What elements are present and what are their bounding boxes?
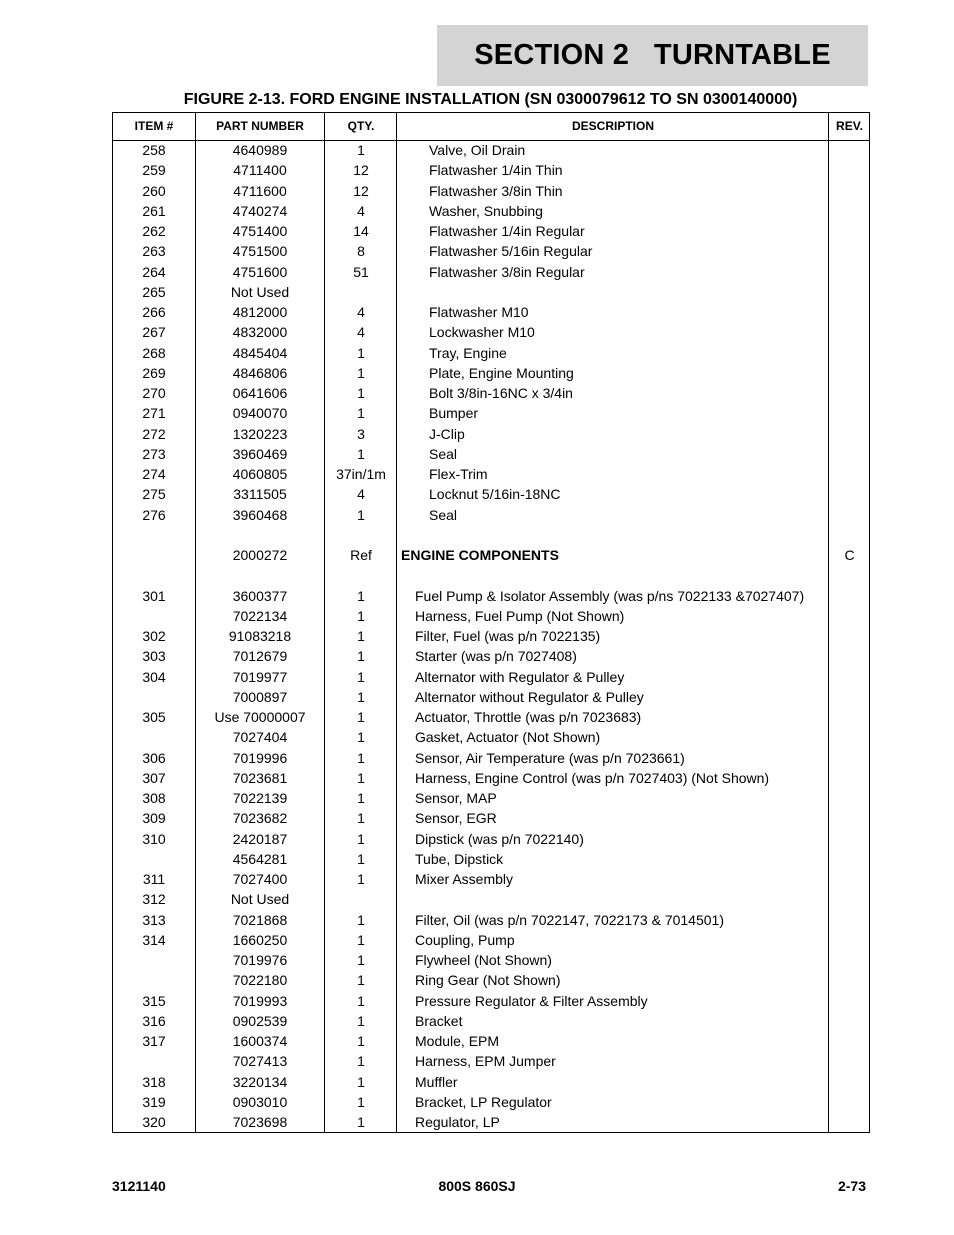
part-number-cell: 7027404 [232, 729, 288, 746]
figure-title: FIGURE 2-13. FORD ENGINE INSTALLATION (SN 0300079612 TO SN 0300140000) [183, 91, 798, 108]
quantity-cell: 1 [357, 1073, 365, 1090]
table-row [113, 667, 869, 687]
description-cell: Bolt 3/8in-16NC x 3/4in [429, 385, 573, 401]
item-number-cell: 318 [142, 1073, 166, 1090]
description-cell: Lockwasher M10 [429, 324, 535, 341]
item-number-cell: 319 [142, 1093, 166, 1110]
description-cell: Plate, Engine Mounting [429, 364, 574, 381]
table-row [113, 424, 869, 444]
table-row [113, 322, 869, 342]
item-number-cell: 312 [142, 891, 166, 908]
description-cell: Gasket, Actuator (Not Shown) [415, 729, 601, 746]
table-row [113, 1072, 869, 1092]
section-banner [437, 25, 868, 86]
item-number-cell: 314 [142, 931, 166, 948]
item-number-cell: 311 [142, 871, 166, 887]
description-cell: Harness, EPM Jumper [415, 1053, 556, 1070]
table-row [113, 302, 869, 322]
item-number-cell: 265 [142, 283, 166, 300]
table-row [113, 201, 869, 221]
quantity-cell: 1 [357, 769, 365, 786]
description-cell: Alternator without Regulator & Pulley [415, 688, 644, 705]
part-number-cell: 4845404 [232, 344, 288, 361]
part-number-cell: 4711400 [233, 162, 287, 179]
part-number-cell: 7019996 [232, 749, 288, 766]
item-number-cell: 301 [142, 587, 166, 604]
table-row [113, 484, 869, 504]
description-cell: Flatwasher 3/8in Thin [429, 182, 563, 199]
part-number-cell: 3220134 [232, 1073, 288, 1090]
quantity-cell: 1 [357, 587, 365, 604]
quantity-cell: 1 [357, 749, 365, 766]
item-number-cell: 275 [142, 486, 166, 503]
table-row [113, 768, 869, 788]
quantity-cell: 1 [357, 729, 365, 746]
quantity-cell: Ref [350, 547, 372, 563]
table-row [113, 181, 869, 201]
description-cell: Washer, Snubbing [429, 202, 543, 219]
table-row [113, 383, 869, 403]
part-number-cell: 2420187 [232, 830, 288, 847]
part-number-cell: 7021868 [232, 911, 288, 928]
quantity-cell: 1 [357, 1114, 365, 1130]
description-cell: Pressure Regulator & Filter Assembly [415, 992, 648, 1009]
quantity-cell: 14 [353, 223, 369, 239]
quantity-cell: 1 [357, 344, 365, 361]
quantity-cell: 1 [357, 1093, 365, 1110]
part-number-cell: Not Used [230, 283, 290, 300]
quantity-cell: 1 [357, 1053, 365, 1070]
table-row [113, 160, 869, 180]
quantity-cell: 4 [357, 304, 365, 320]
quantity-cell: 1 [357, 506, 365, 523]
part-number-cell: 4751400 [232, 223, 288, 239]
quantity-cell: 1 [357, 385, 365, 401]
quantity-cell: 1 [357, 364, 365, 381]
part-number-cell: 7027400 [232, 871, 288, 887]
section-label: SECTION 2 [474, 39, 630, 71]
quantity-cell: 4 [357, 486, 365, 503]
part-number-cell: 4711600 [233, 182, 287, 199]
part-number-cell: 4846806 [232, 364, 288, 381]
table-row [113, 1031, 869, 1051]
item-number-cell: 262 [142, 223, 166, 239]
description-cell: Fuel Pump & Isolator Assembly (was p/ns 7022133 &7027407) [415, 587, 805, 604]
table-row [113, 241, 869, 261]
description-cell: Seal [429, 445, 458, 462]
item-number-cell: 273 [142, 445, 166, 462]
part-number-cell: 3600377 [232, 587, 288, 604]
item-number-cell: 267 [142, 324, 166, 341]
quantity-cell: 1 [357, 830, 365, 847]
description-cell: Bracket, LP Regulator [415, 1093, 552, 1110]
table-row [113, 707, 869, 727]
item-number-cell: 276 [142, 506, 166, 523]
table-row [113, 1092, 869, 1112]
table-row [113, 606, 869, 626]
part-number-cell: 3960469 [232, 445, 288, 462]
item-number-cell: 266 [142, 304, 166, 320]
description-cell: Tray, Engine [429, 344, 507, 361]
table-row [113, 586, 869, 606]
quantity-cell: 1 [357, 790, 365, 806]
part-number-cell: 0641606 [232, 385, 288, 401]
part-number-cell: 4740274 [232, 202, 288, 219]
parts-table [112, 112, 870, 1133]
table-row [113, 1011, 869, 1031]
table-row [113, 748, 869, 768]
quantity-cell: 12 [353, 182, 369, 199]
table-row [113, 808, 869, 828]
part-number-cell: 7000897 [232, 688, 288, 705]
item-number-cell: 317 [142, 1033, 166, 1049]
table-row [113, 140, 869, 160]
item-number-cell: 302 [142, 628, 166, 644]
part-number-cell: 7022139 [232, 790, 288, 806]
part-number-cell: 4640989 [232, 142, 288, 158]
description-cell: Flatwasher 1/4in Regular [429, 223, 585, 239]
description-cell: Module, EPM [415, 1033, 500, 1049]
part-number-cell: 3311505 [233, 486, 287, 503]
description-cell: Starter (was p/n 7027408) [415, 648, 577, 665]
table-row [113, 464, 869, 484]
item-number-cell: 264 [142, 263, 166, 280]
description-cell: J-Clip [429, 425, 465, 442]
description-cell: Flatwasher 1/4in Thin [429, 162, 563, 179]
part-number-cell: 7023681 [232, 769, 288, 786]
description-cell: Flywheel (Not Shown) [415, 952, 552, 968]
quantity-cell: 4 [357, 202, 365, 219]
part-number-cell: Use 70000007 [214, 709, 306, 725]
table-row [113, 525, 869, 545]
item-number-cell: 272 [142, 425, 166, 442]
part-number-cell: Not Used [230, 891, 290, 908]
quantity-cell: 1 [357, 648, 365, 665]
item-number-cell: 307 [142, 769, 166, 786]
part-number-cell: 4812000 [232, 304, 288, 320]
table-header [113, 113, 869, 141]
footer-model: 800S 860SJ [438, 1178, 516, 1194]
part-number-cell: 0902539 [232, 1012, 288, 1029]
table-row [113, 262, 869, 282]
description-cell: Muffler [415, 1073, 458, 1090]
item-number-cell: 260 [142, 182, 166, 199]
part-number-cell: 7023682 [232, 810, 288, 827]
quantity-cell: 1 [357, 850, 365, 867]
item-number-cell: 271 [142, 405, 166, 422]
table-row [113, 221, 869, 241]
item-number-cell: 306 [142, 749, 166, 766]
header-description: DESCRIPTION [571, 119, 654, 133]
description-cell: Tube, Dipstick [415, 850, 504, 867]
table-row [113, 1112, 869, 1132]
part-number-cell: 4832000 [232, 324, 288, 341]
item-number-cell: 313 [142, 911, 166, 928]
quantity-cell: 1 [357, 1012, 365, 1029]
part-number-cell: 2000272 [232, 547, 288, 563]
part-number-cell: 7012679 [232, 648, 288, 665]
quantity-cell: 8 [357, 243, 365, 260]
quantity-cell: 3 [357, 425, 365, 442]
table-row [113, 991, 869, 1011]
item-number-cell: 305 [142, 709, 166, 725]
header-item: ITEM # [134, 119, 174, 133]
part-number-cell: 7022180 [232, 972, 288, 989]
description-cell: Locknut 5/16in-18NC [429, 486, 561, 503]
part-number-cell: 7019976 [232, 952, 288, 968]
description-cell: Flatwasher 5/16in Regular [429, 243, 593, 260]
quantity-cell: 1 [357, 688, 365, 705]
description-cell: Sensor, EGR [415, 810, 497, 827]
table-row [113, 1051, 869, 1071]
description-cell: Valve, Oil Drain [429, 142, 526, 158]
description-cell: Coupling, Pump [415, 931, 515, 948]
table-row [113, 646, 869, 666]
part-number-cell: 0940070 [232, 405, 288, 422]
table-row [113, 950, 869, 970]
item-number-cell: 259 [142, 162, 166, 179]
quantity-cell: 12 [353, 162, 369, 179]
description-cell: Ring Gear (Not Shown) [415, 972, 561, 989]
quantity-cell: 1 [357, 405, 365, 422]
item-number-cell: 263 [142, 243, 166, 260]
quantity-cell: 1 [357, 972, 365, 989]
part-number-cell: 4060805 [232, 466, 288, 482]
part-number-cell: 7027413 [232, 1053, 288, 1070]
table-row [113, 626, 869, 646]
table-row [113, 565, 869, 585]
description-cell: Alternator with Regulator & Pulley [415, 668, 625, 685]
part-number-cell: 1660250 [232, 931, 288, 948]
table-row [113, 970, 869, 990]
quantity-cell: 1 [357, 445, 365, 462]
description-cell: Seal [429, 506, 458, 523]
table-row [113, 505, 869, 525]
quantity-cell: 1 [357, 1033, 365, 1049]
quantity-cell: 1 [357, 992, 365, 1009]
description-cell: Mixer Assembly [415, 871, 514, 887]
quantity-cell: 1 [357, 607, 365, 624]
item-number-cell: 269 [142, 364, 166, 381]
table-row [113, 889, 869, 909]
quantity-cell: 1 [357, 142, 365, 158]
table-row [113, 788, 869, 808]
quantity-cell: 1 [357, 931, 365, 948]
part-number-cell: 7022134 [232, 607, 288, 624]
quantity-cell: 1 [357, 628, 365, 644]
quantity-cell: 51 [353, 263, 369, 280]
table-row [113, 727, 869, 747]
table-body [113, 140, 869, 1132]
part-number-cell: 3960468 [232, 506, 288, 523]
quantity-cell: 1 [357, 709, 365, 725]
item-number-cell: 309 [142, 810, 166, 827]
description-cell: Bumper [429, 405, 479, 422]
quantity-cell: 1 [357, 952, 365, 968]
item-number-cell: 258 [142, 142, 166, 158]
header-rev: REV. [836, 119, 863, 133]
description-cell: Regulator, LP [415, 1114, 500, 1130]
footer-page-number: 2-73 [837, 1178, 866, 1194]
quantity-cell: 1 [357, 668, 365, 685]
description-cell: Harness, Fuel Pump (Not Shown) [415, 607, 625, 624]
description-cell: Bracket [415, 1012, 463, 1029]
table-row [113, 545, 869, 565]
table-row [113, 930, 869, 950]
part-number-cell: 7019993 [232, 992, 288, 1009]
part-number-cell: 1320223 [232, 425, 288, 442]
quantity-cell: 4 [357, 324, 365, 341]
description-cell: Dipstick (was p/n 7022140) [415, 830, 584, 847]
description-cell: Flex-Trim [429, 466, 488, 482]
item-number-cell: 316 [142, 1012, 166, 1029]
part-number-cell: 0903010 [232, 1093, 288, 1110]
item-number-cell: 315 [142, 992, 166, 1009]
item-number-cell: 270 [142, 385, 166, 401]
quantity-cell: 1 [357, 911, 365, 928]
header-part-number: PART NUMBER [216, 119, 304, 133]
quantity-cell: 1 [357, 871, 365, 887]
description-cell: Filter, Oil (was p/n 7022147, 7022173 & 7014501) [415, 911, 724, 928]
part-number-cell: 7019977 [232, 668, 288, 685]
part-number-cell: 4564281 [232, 850, 288, 867]
item-number-cell: 304 [142, 668, 166, 685]
description-cell: ENGINE COMPONENTS [401, 547, 559, 563]
section-title: TURNTABLE [653, 39, 831, 71]
part-number-cell: 1600374 [232, 1033, 288, 1049]
part-number-cell: 91083218 [228, 628, 292, 644]
item-number-cell: 274 [142, 466, 166, 482]
quantity-cell: 1 [357, 810, 365, 827]
table-row [113, 444, 869, 464]
table-row [113, 910, 869, 930]
item-number-cell: 261 [142, 202, 166, 219]
table-row [113, 869, 869, 889]
item-number-cell: 308 [142, 790, 166, 806]
table-row [113, 363, 869, 383]
description-cell: Harness, Engine Control (was p/n 7027403) (Not Shown) [415, 769, 770, 786]
table-row [113, 687, 869, 707]
table-row [113, 343, 869, 363]
part-number-cell: 4751600 [232, 263, 288, 280]
description-cell: Sensor, MAP [415, 790, 497, 806]
description-cell: Flatwasher M10 [429, 304, 529, 320]
quantity-cell: 37in/1m [336, 466, 386, 482]
description-cell: Sensor, Air Temperature (was p/n 7023661) [415, 749, 685, 766]
header-qty: QTY. [347, 119, 375, 133]
table-row [113, 282, 869, 302]
table-row [113, 849, 869, 869]
description-cell: Filter, Fuel (was p/n 7022135) [415, 628, 601, 644]
part-number-cell: 4751500 [232, 243, 288, 260]
description-cell: Actuator, Throttle (was p/n 7023683) [415, 709, 642, 725]
revision-cell: C [844, 547, 855, 563]
description-cell: Flatwasher 3/8in Regular [429, 263, 585, 280]
item-number-cell: 320 [142, 1114, 166, 1130]
item-number-cell: 303 [142, 648, 166, 665]
footer-doc-number: 3121140 [112, 1178, 166, 1194]
part-number-cell: 7023698 [232, 1114, 288, 1130]
table-row [113, 829, 869, 849]
item-number-cell: 268 [142, 344, 166, 361]
table-row [113, 403, 869, 423]
item-number-cell: 310 [142, 830, 166, 847]
